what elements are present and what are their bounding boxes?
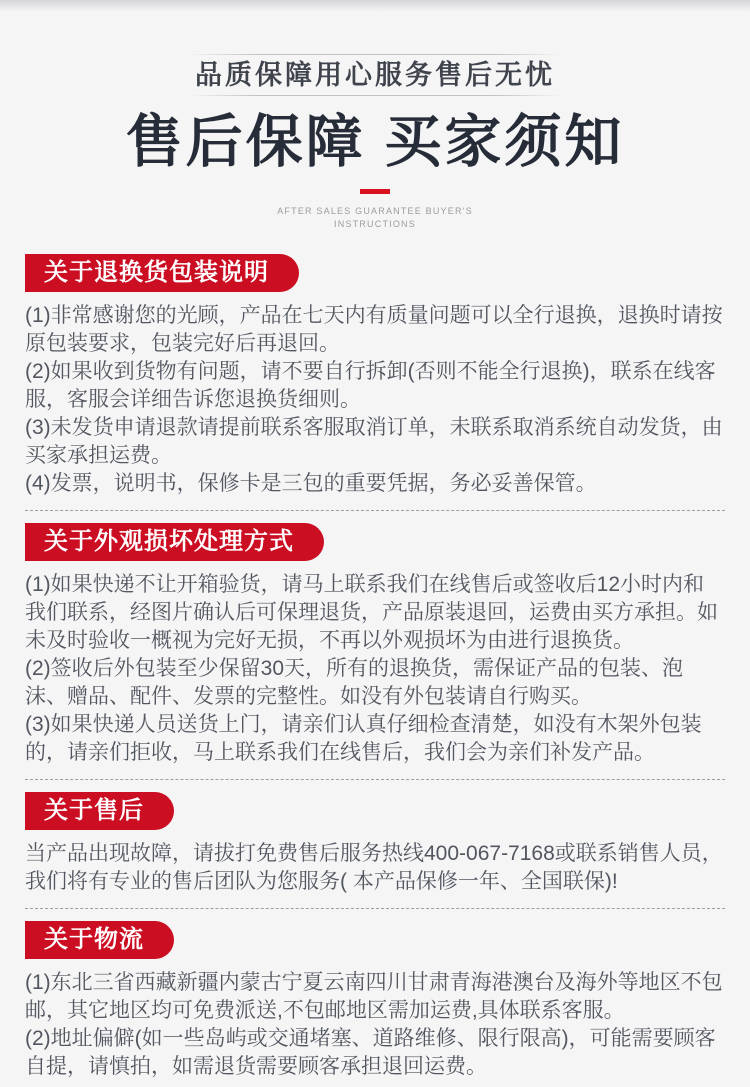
section-paragraphs xyxy=(25,840,725,896)
section-badge: 关于退换货包装说明 xyxy=(25,254,299,292)
policy-section xyxy=(25,523,725,780)
page-header xyxy=(0,0,750,254)
red-dash-divider xyxy=(360,189,390,194)
policy-paragraph: (1)如果快递不让开箱验货，请马上联系我们在线售后或签收后12小时内和我们联系，经图片确认后可保理退货，产品原装退回，运费由买方承担。如未及时验收一概视为完好无损，不再以外观损坏为由进行退换货。 xyxy=(25,573,718,652)
section-badge: 关于外观损坏处理方式 xyxy=(25,523,324,561)
policy-paragraph: (2)地址偏僻(如一些岛屿或交通堵塞、道路维修、限行限高)，可能需要顾客自提，请慎拍，如需退货需要顾客承担退回运费。 xyxy=(25,1027,716,1078)
section-badge-row xyxy=(25,523,725,561)
policy-paragraph: (3)未发货申请退款请提前联系客服取消订单，未联系取消系统自动发货，由买家承担运费。 xyxy=(25,416,723,467)
policy-section xyxy=(25,921,725,1081)
dashed-divider xyxy=(25,908,725,909)
english-caption xyxy=(0,205,750,231)
policy-paragraph: 当产品出现故障，请拔打免费售后服务热线400-067-7168或联系销售人员，我们将有专业的售后团队为您服务( 本产品保修一年、全国联保)! xyxy=(25,842,723,893)
section-paragraphs xyxy=(25,571,725,767)
quality-tagline: 品质保障用心服务售后无忧 xyxy=(195,60,555,90)
policy-section xyxy=(25,254,725,511)
policy-paragraph: (4)发票，说明书，保修卡是三包的重要凭据，务必妥善保管。 xyxy=(25,472,597,495)
policy-paragraph: (2)如果收到货物有问题，请不要自行拆卸(否则不能全行退换)，联系在线客服，客服会详细告诉您退换货细则。 xyxy=(25,360,716,411)
section-paragraphs xyxy=(25,302,725,498)
section-badge-row xyxy=(25,254,725,292)
policy-paragraph: (1)东北三省西藏新疆内蒙古宁夏云南四川甘肃青海港澳台及海外等地区不包邮，其它地区均可免费派送,不包邮地区需加运费,具体联系客服。 xyxy=(25,971,723,1022)
section-paragraphs xyxy=(25,969,725,1081)
section-badge-row xyxy=(25,921,725,959)
policy-paragraph: (3)如果快递人员送货上门，请亲们认真仔细检查清楚，如没有木架外包装的，请亲们拒收，马上联系我们在线售后，我们会为亲们补发产品。 xyxy=(25,713,702,764)
top-shadow-gradient xyxy=(0,0,750,12)
policy-paragraph: (1)非常感谢您的光顾，产品在七天内有质量问题可以全行退换，退换时请按原包装要求，包装完好后再退回。 xyxy=(25,304,723,355)
dashed-divider xyxy=(25,510,725,511)
policy-sections xyxy=(0,254,750,1081)
policy-section xyxy=(25,792,725,909)
section-badge: 关于售后 xyxy=(25,792,174,830)
page-title: 售后保障 买家须知 xyxy=(125,110,625,174)
decorative-line-bottom xyxy=(189,95,561,96)
english-caption-line2: INSTRUCTIONS xyxy=(334,219,416,229)
section-badge: 关于物流 xyxy=(25,921,174,959)
section-badge-row xyxy=(25,792,725,830)
dashed-divider xyxy=(25,779,725,780)
english-caption-line1: AFTER SALES GUARANTEE BUYER'S xyxy=(277,206,473,216)
policy-paragraph: (2)签收后外包装至少保留30天，所有的退换货，需保证产品的包装、泡沫、赠品、配件、发票的完整性。如没有外包装请自行购买。 xyxy=(25,657,684,708)
